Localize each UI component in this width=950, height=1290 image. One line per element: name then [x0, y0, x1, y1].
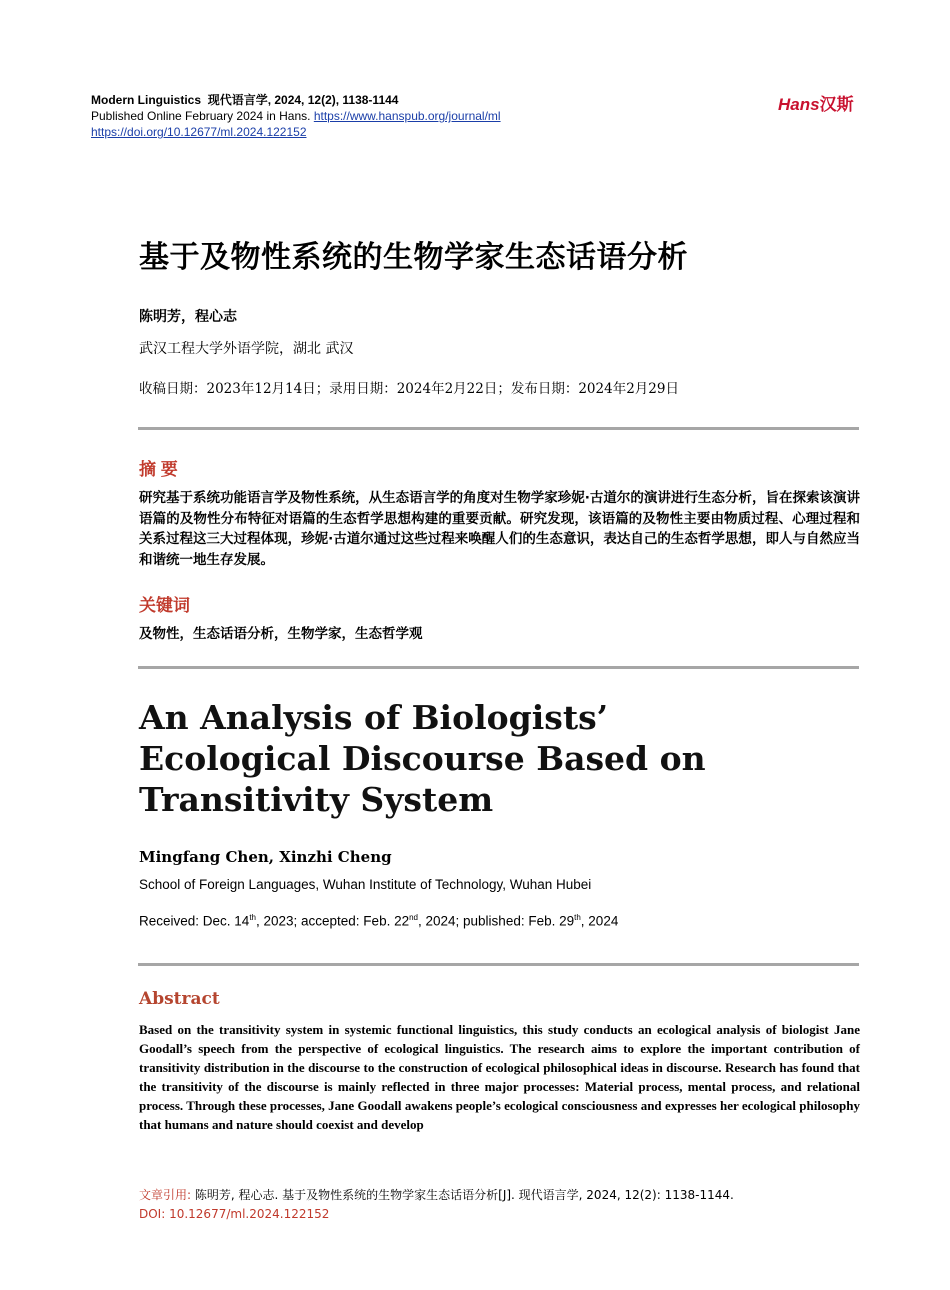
cn-abstract-text: 研究基于系统功能语言学及物性系统，从生态语言学的角度对生物学家珍妮·古道尔的演讲进行生态分析，旨在探索该演讲语篇的及物性分布特征对语篇的生态哲学思想构建的重要贡献。研究发现，该语篇的及物性主要由物质过程、心理过程和关系过程这三大过程体现，珍妮·古道尔通过这些过程来唤醒人们的生态意识，表达自己的生态哲学思想，即人与自然应当和谐统一地生存发展。 [139, 490, 860, 568]
divider [138, 427, 859, 430]
published-line: Published Online February 2024 in Hans. [91, 109, 311, 123]
en-authors: Mingfang Chen, Xinzhi Cheng [139, 848, 392, 866]
cn-title: 基于及物性系统的生物学家生态话语分析 [139, 240, 688, 275]
cn-authors: 陈明芳，程心志 [139, 308, 237, 324]
cn-abstract-heading: 摘 要 [139, 460, 178, 479]
journal-header [91, 92, 501, 140]
citation-doi[interactable]: DOI: 10.12677/ml.2024.122152 [139, 1207, 330, 1221]
citation-label: 文章引用: [139, 1188, 192, 1202]
divider [138, 963, 859, 966]
citation [139, 1186, 734, 1224]
doi-url-link[interactable]: https://doi.org/10.12677/ml.2024.122152 [91, 125, 307, 139]
divider [138, 666, 859, 669]
en-abstract-heading: Abstract [139, 989, 220, 1009]
journal-name: Modern Linguistics [91, 93, 202, 107]
cn-keywords: 及物性，生态话语分析，生物学家，生态哲学观 [139, 626, 423, 642]
logo-zh: 汉斯 [819, 95, 854, 114]
citation-text: 陈明芳, 程心志. 基于及物性系统的生物学家生态话语分析[J]. 现代语言学, 2024, 12(2): 1138-1144. [194, 1188, 734, 1202]
cn-dates: 收稿日期：2023年12月14日；录用日期：2024年2月22日；发布日期：2024年2月29日 [139, 381, 679, 397]
logo-en: Hans [778, 95, 820, 114]
cn-keywords-heading: 关键词 [139, 596, 190, 615]
cn-affiliation: 武汉工程大学外语学院，湖北 武汉 [139, 341, 354, 357]
en-dates: Received: Dec. 14th, 2023; accepted: Feb. 22nd, 2024; published: Feb. 29th, 2024 [139, 913, 619, 929]
en-abstract-text: Based on the transitivity system in systemic functional linguistics, this study conducts an ecological analysis of biologist Jane Goodall’s speech from the perspective of ecological linguistics. The research aims to explore the important contribution of transitivity distribution in the discourse to the construction of ecological philosophical ideas in discourse. Research has found that the transitivity of the discourse is mainly reflected in three major processes: Material process, mental process, and relational process. Through these processes, Jane Goodall awakens people’s ecological consciousness and expresses her ecological philosophy that humans and nature should coexist and develop [139, 1022, 860, 1132]
en-title: An Analysis of Biologists’ Ecological Discourse Based on Transitivity System [139, 698, 706, 819]
hans-logo [778, 90, 854, 115]
en-affiliation: School of Foreign Languages, Wuhan Institute of Technology, Wuhan Hubei [139, 877, 592, 892]
journal-url-link[interactable]: https://www.hanspub.org/journal/ml [313, 109, 501, 123]
journal-info: 现代语言学, 2024, 12(2), 1138-1144 [207, 93, 399, 107]
